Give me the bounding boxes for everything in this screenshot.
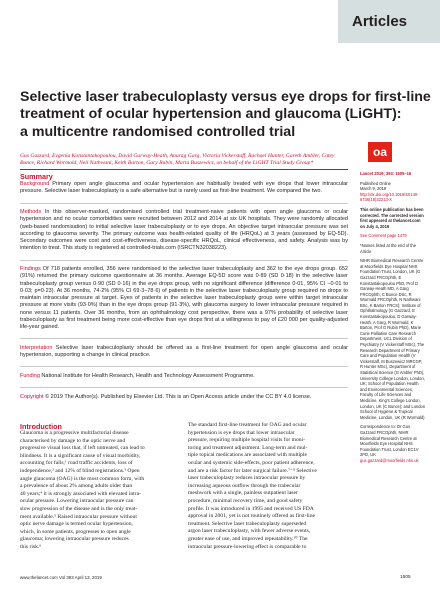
correspondence-text: Correspondence to: Dr Gus Gazzard FRCOphth, NIHR Biomedical Research Centre at Moorfields Eye Hospital NHS Foundation Trust, London EC1V 2PD, UK	[360, 424, 419, 458]
background-text: Primary open angle glaucoma and ocular hypertension are habitually treated with eye drops that lower intraocular pressure. Selective laser trabeculoplasty is a safe alternative but is rarely used as first-line treatment. We compared the two.	[20, 181, 348, 195]
sidebar-citation	[360, 171, 426, 177]
section-divider	[20, 338, 348, 339]
text-line: which, in some patients, progresses to open angle	[20, 528, 131, 535]
text-line: tiple topical medications are associated with multiple	[188, 452, 307, 459]
text-line: and are a risk factor for later surgical failure.⁷⁻⁹ Selective	[188, 467, 317, 474]
sidebar-publication	[360, 181, 426, 203]
text-line: glaucoma; lowering intraocular pressure reduces	[20, 536, 129, 543]
methods-label: Methods	[20, 209, 42, 215]
correspondence	[360, 424, 426, 463]
text-line: independence,² and 12% of blind registrations.³ Open	[20, 467, 140, 474]
text-line: ment available.⁵ Raised intraocular pressure without	[20, 513, 137, 520]
title-line: treatment of ocular hypertension and glaucoma (LiGHT):	[20, 106, 402, 123]
open-access-logo: oa	[368, 142, 392, 162]
affiliations: NIHR Biomedical Research Centre at Moorfields Eye Hospital NHS Foundation Trust, London, UK (G Gazzard FRCOphth, E Konstantakopoulou PhD, Prof D Garway-Heath MD, A Garg FRCOphth, C Bunce DSc, R Wormald FRCOphth, N Nathwani BSc, K Barton FRCS); Institute of Ophthalmology (G Gazzard, E Konstantakopoulou, D Garway-Heath, A Garg, R Wormald, K Barton, Prof G Rubin PhD), Marie Curie Palliative Care Research Department, UCL Division of Psychiatry (V Vickerstaff MSc), The Research Department of Primary Care and Population Health (V Vickerstaff, M Buszewicz MRCGP, R Hunter MSc), Department of Statistical Science (G Ambler PhD), University College London, London, UK; School of Population Health and Environmental Sciences, Faculty of Life Sciences and Medicine, King's College London, London, UK (C Bunce); and London School of Hygiene & Tropical Medicine, London, UK (R Wormald)	[360, 258, 426, 420]
section-divider	[20, 366, 348, 367]
article-sidebar	[360, 171, 426, 468]
copyright-label: Copyright	[20, 393, 44, 400]
text-line: approval in 2001, yet is not routinely offered as first-line	[188, 513, 315, 520]
copyright-text: © 2019 The Author(s). Published by Elsevier Ltd. This is an Open Access article under the CC BY 4.0 license.	[45, 393, 312, 400]
text-line: toring and treatment adjustment. Long-term and mul-	[188, 444, 308, 451]
author-list: Gus Gazzard, Evgenia Konstantakopoulou, David Garway-Heath, Anurag Garg, Victoria Vickerstaff, Rachael Hunter, Gareth Ambler, Catey Bunce, Richard Wormald, Neil Nathwani, Keith Barton, Gary Rubin, Marta Buszewicz, on behalf of the LiGHT Trial Study Group*	[20, 153, 335, 167]
text-line: blindness. It is a significant cause of visual morbidity,	[20, 452, 141, 459]
text-line: this risk.⁶	[20, 543, 42, 550]
text-line: angle glaucoma (OAG) is the most common form, with	[20, 475, 145, 482]
text-line: argon laser trabeculoplasty, with fewer adverse events,	[188, 528, 311, 535]
comment-link[interactable]: See Comment page 1479	[360, 233, 407, 239]
background-label: Background	[20, 181, 50, 187]
text-line: treatment. Selective laser trabeculoplasty superseded	[188, 520, 307, 527]
abstract-funding	[20, 373, 348, 380]
abstract-methods	[20, 209, 348, 253]
correction-note: This online publication has been corrected. The corrected version first appeared at thelancet.com on July 4, 2019	[360, 206, 424, 229]
journal-footer: www.thelancet.com Vol 393 April 13, 2019	[20, 575, 102, 580]
summary-heading: Summary	[20, 172, 53, 181]
interpretation-text: Selective laser trabeculoplasty should be offered as a first-line treatment for open angle glaucoma and ocular hypertension, supporting a change in clinical practice.	[20, 344, 348, 358]
published-date: March 9, 2019	[360, 186, 387, 192]
text-line: a prevalence of about 2% among adults older than	[20, 483, 133, 490]
intro-right-column	[188, 422, 348, 551]
summary-rule	[20, 169, 348, 170]
section-divider	[20, 203, 348, 204]
text-line: meshwork with a single, painless outpatient laser	[188, 490, 298, 497]
text-line: procedure, minimal recovery time, and good safety	[188, 497, 303, 504]
abstract-background	[20, 181, 348, 196]
text-line: characterised by damage to the optic nerve and	[20, 437, 126, 444]
section-divider	[20, 387, 348, 388]
introduction-heading: Introduction	[20, 422, 62, 431]
findings-label: Findings	[20, 266, 41, 272]
text-line: pressure, requiring multiple hospital visits for moni-	[188, 437, 305, 444]
text-line: optic nerve damage is termed ocular hypertension,	[20, 521, 133, 528]
section-divider	[20, 260, 348, 261]
text-line: hypertension is eye drops that lower intraocular	[188, 429, 295, 436]
text-line: ocular and systemic side-effects, poor patient adherence,	[188, 459, 315, 466]
email-link[interactable]: gus.gazzard@moorfields.nhs.uk	[360, 457, 419, 463]
text-line: progressive visual loss that, if left untreated, can lead to	[20, 445, 145, 452]
text-line: The standard first-line treatment for OAG and ocular	[188, 422, 307, 428]
funding-label: Funding	[20, 372, 40, 379]
abstract-copyright	[20, 394, 348, 401]
findings-text: Of 718 patients enrolled, 356 were randomised to the selective laser trabeculoplasty and 362 to the eye drops group. 652 (91%) returned the primary outcome questionnaire at 36 months. Average EQ-5D score was 0·89 (SD 0·18) in the selective laser trabeculoplasty group versus 0·90 (SD 0·16) in the eye drops group, with no significant difference (difference 0·01, 95% CI −0·01 to 0·03; p=0·23). At 36 months, 74·2% (95% CI 69·3–78·6) of patients in the selective laser trabeculoplasty group required no drops to maintain intraocular pressure at target. Eyes of patients in the selective laser trabeculoplasty group were within target intraocular pressure at more visits (93·0%) than in the eye drops group (91·3%), with glaucoma surgery to lower intraocular pressure required in none versus 11 patients. Over 36 months, from an ophthalmology cost perspective, there was a 97% probability of selective laser trabeculoplasty as first treatment being more cost-effective than eye drops first at a willingness to pay of £20 000 per quality-adjusted life-year gained.	[20, 266, 348, 330]
text-line: ocular pressure. Lowering intraocular pressure can	[20, 498, 134, 505]
text-line: Glaucoma is a progressive multifactorial disease	[20, 430, 129, 436]
text-line: 40 years;⁴ it is strongly associated with elevated intra-	[20, 490, 141, 497]
text-line: greater ease of use, and improved repeatability.¹⁰ The	[188, 535, 308, 542]
methods-text: In this observer-masked, randomised controlled trial treatment-naive patients with open angle glaucoma or ocular hypertension and no ocular comorbidities were recruited between 2012 and 2014 at six UK hospitals. They were randomly allocated (web-based randomisation) to initial selective laser trabeculoplasty or to eye drops. An objective target intraocular pressure was set according to glaucoma severity. The primary outcome was health-related quality of life (HRQoL) at 3 years (assessed by EQ-5D). Secondary outcomes were cost and cost-effectiveness, disease-specific HRQoL, clinical effectiveness, and safety. Analysis was by intention to treat. This study is registered at controlled-trials.com (ISRCTN32038223).	[20, 209, 348, 252]
published-label: Published Online	[360, 180, 391, 186]
text-line: intraocular pressure-lowering effect is comparable to	[188, 543, 307, 550]
title-line: Selective laser trabeculoplasty versus eye drops for first-line	[20, 89, 431, 105]
section-tab: Articles	[338, 0, 440, 43]
abstract-findings	[20, 266, 348, 331]
article-title	[20, 89, 431, 141]
text-line: profile. It was introduced in 1995 and received US FDA	[188, 505, 314, 512]
doi-link[interactable]: http://dx.doi.org/10.1016/S0140-6736(18)32213-X	[360, 191, 419, 203]
text-line: laser trabeculoplasty reduces intraocular pressure by	[188, 475, 306, 482]
abstract	[20, 169, 348, 401]
page-number: 1505	[400, 575, 411, 580]
interpretation-label: Interpretation	[20, 344, 53, 351]
text-line: accounting for falls,¹ road traffic accidents, loss of	[20, 460, 133, 467]
text-line: increasing aqueous outflow through the trabecular	[188, 482, 301, 489]
citation-text: Lancet 2019; 393: 1505–16	[360, 171, 412, 176]
funding-text: National Institute for Health Research, Health and Technology Assessment Programme.	[41, 372, 255, 379]
title-line: a multicentre randomised controlled trial	[20, 123, 296, 140]
members-note: *Names listed at the end of the Article	[360, 242, 416, 254]
text-line: slow progression of the disease and is the only treat-	[20, 505, 138, 512]
abstract-interpretation	[20, 345, 348, 360]
intro-left-column	[20, 430, 180, 552]
